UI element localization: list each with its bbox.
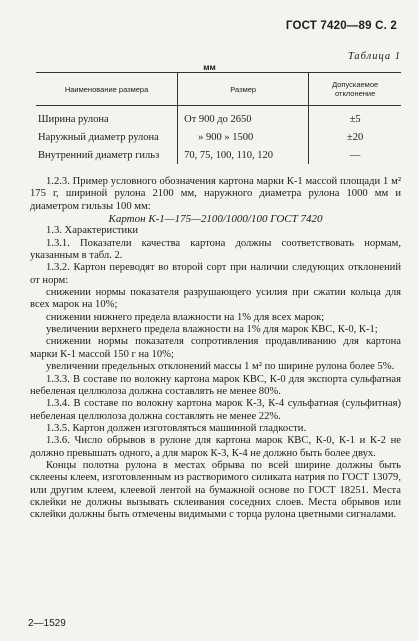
table-row xyxy=(36,128,401,146)
document-header: ГОСТ 7420—89 С. 2 xyxy=(285,20,397,32)
paragraph: Концы полотна рулона в местах обрыва по всей ширине должны быть склеены клеем, изготовленным из растворимого силиката натрия по ГОСТ 13079, или другим клеем, клеевой лентой на бумажной основе по ГОСТ 18251. Места склейки не должны вызывать склеивания соседних слоев. Места обрывов или склейки должны быть отмечены видимыми с торца рулона цветными сигналами. xyxy=(30,459,401,521)
paragraph: снижении нормы показателя сопротивления продавливанию для картона марки К-1 массой 150 г на 10%; xyxy=(30,336,401,360)
paragraph: снижении нормы показателя разрушающего усилия при сжатии кольца для всех марок на 10%; xyxy=(30,287,401,311)
paragraph: увеличении верхнего предела влажности на 1% для марок КВС, К-0, К-1; xyxy=(46,324,378,336)
table-cell: Внутренний диаметр гильз xyxy=(38,149,160,161)
table-cell: Ширина рулона xyxy=(38,113,109,125)
paragraph: 1.3.2. Картон переводят во второй сорт при наличии следующих отклонений от норм: xyxy=(30,262,401,286)
table-cell: ±5 xyxy=(349,113,361,125)
table-row xyxy=(36,106,401,129)
paragraph: 1.3.4. В составе по волокну картона марок К-3, К-4 сульфатная (сульфитная) небеленая целлюлоза должна составлять не менее 22%. xyxy=(30,398,401,422)
table-cell: Наружный диаметр рулона xyxy=(38,131,159,143)
paragraph-example: 1.2.3. Пример условного обозначения картона марки К-1 массой площади 1 м² 175 г, шириной рулона 2100 мм, наружного диаметра рулона 1000 мм и диаметром гильзы 100 мм: xyxy=(30,176,401,212)
table-cell: — xyxy=(349,149,361,161)
column-header-tolerance: Допускаемое отклонение xyxy=(309,73,401,106)
table-units: мм xyxy=(203,62,216,72)
table-row xyxy=(36,146,401,164)
paragraph: снижении нижнего предела влажности на 1% для всех марок; xyxy=(46,311,325,323)
column-header-size: Размер xyxy=(178,73,309,106)
document-body xyxy=(30,176,401,522)
table-cell: ±20 xyxy=(347,131,364,143)
paragraph: 1.3.3. В составе по волокну картона марок КВС, К-0 для экспорта сульфатная небеленая целлюлоза должна составлять не менее 80%. xyxy=(30,373,401,397)
paragraph: увеличении предельных отклонений массы 1 м² по ширине рулона более 5%. xyxy=(46,361,395,373)
column-header-name: Наименование размера xyxy=(36,73,178,106)
paragraph: 1.3.6. Число обрывов в рулоне для картона марок КВС, К-0, К-1 и К-2 не должно превышать одного, а для марок К-3, К-4 не должно быть более двух. xyxy=(30,435,401,459)
dimensions-table xyxy=(36,72,401,164)
paragraph: 1.3.5. Картон должен изготовляться машинной гладкости. xyxy=(46,422,307,434)
table-cell: » 900 » 1500 xyxy=(178,128,309,146)
page-footer-code: 2—1529 xyxy=(28,618,66,629)
table-cell: От 900 до 2650 xyxy=(178,106,309,129)
table-header-row xyxy=(36,73,401,106)
table-cell: 70, 75, 100, 110, 120 xyxy=(178,146,309,164)
designation-example: Картон К-1—175—2100/1000/100 ГОСТ 7420 xyxy=(108,213,323,226)
paragraph: 1.3.1. Показатели качества картона должны соответствовать нормам, указанным в табл. 2. xyxy=(30,237,401,262)
section-heading: 1.3. Характеристики xyxy=(46,225,139,237)
table-label: Таблица 1 xyxy=(347,51,401,62)
